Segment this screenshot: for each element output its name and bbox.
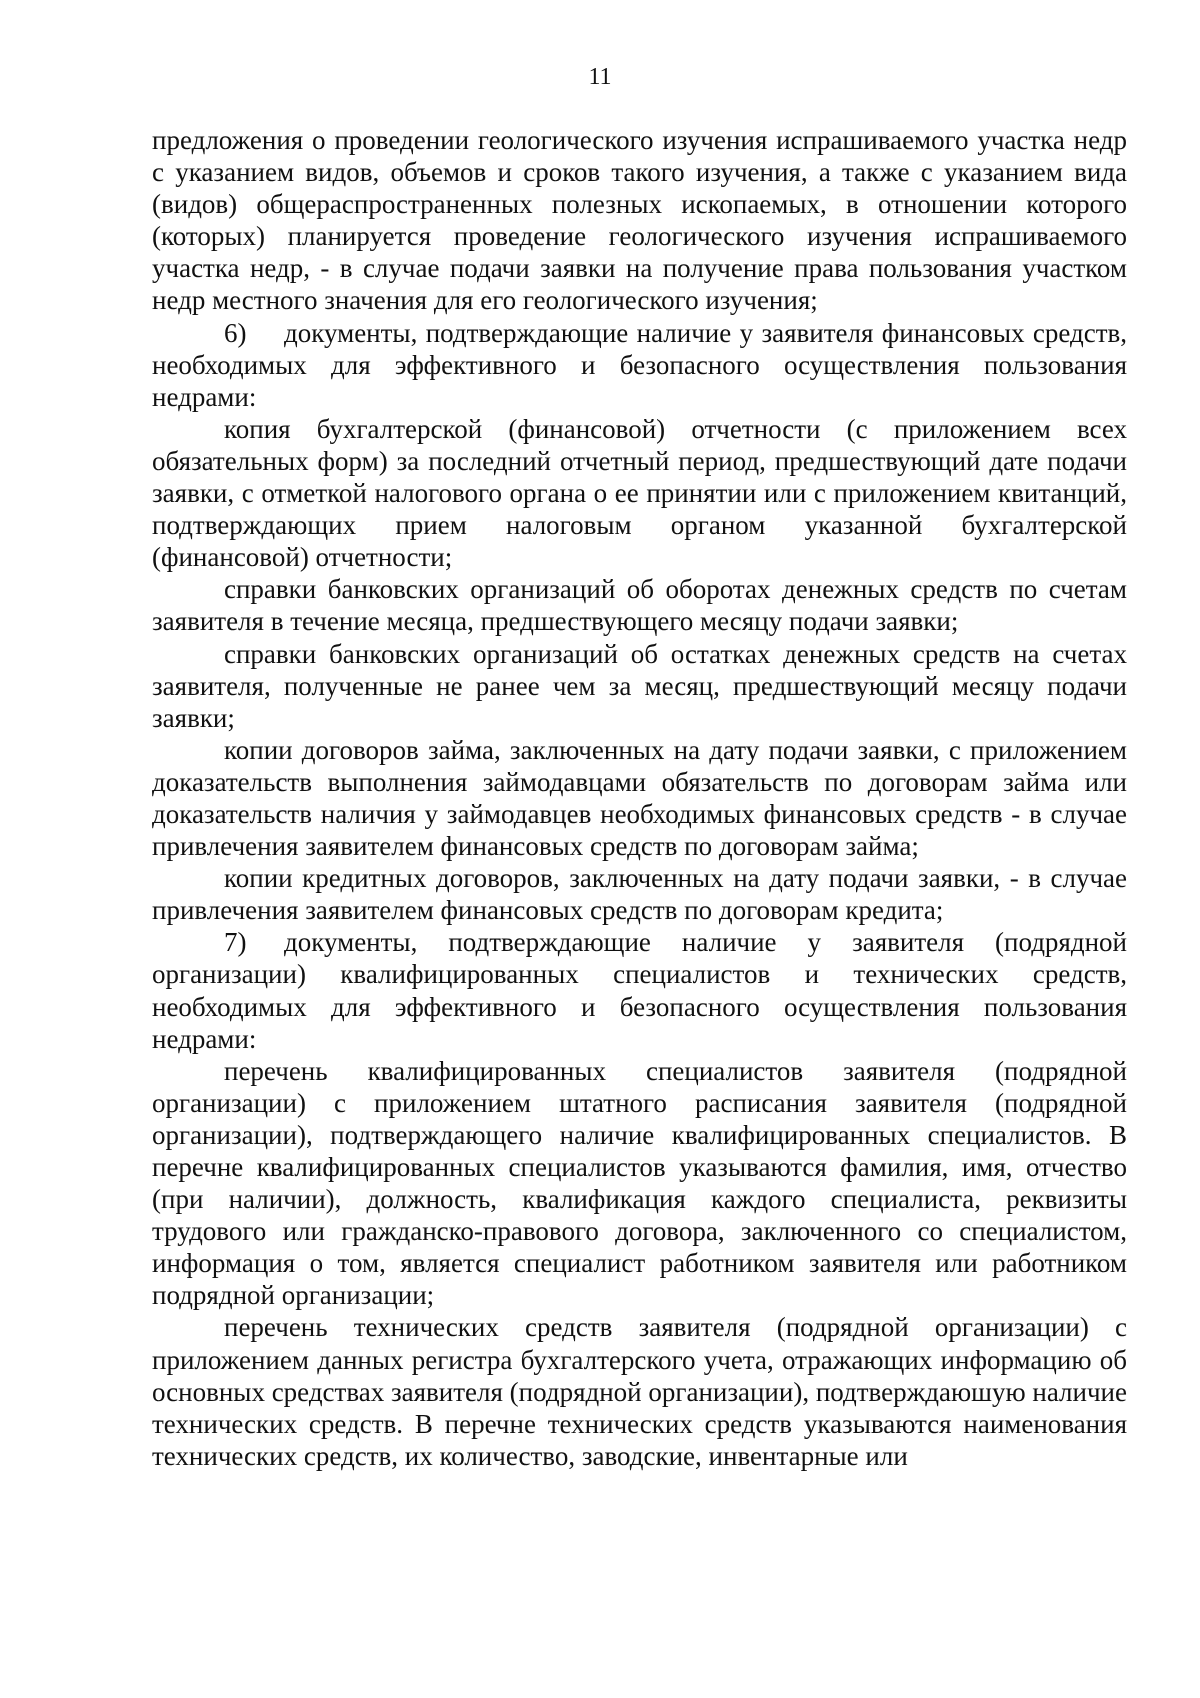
paragraph-bank-turnover-certificates: справки банковских организаций об оборотах денежных средств по счетам заявителя в течение месяца, предшествующего месяцу подачи заявки;	[152, 574, 1127, 637]
document-body	[152, 124, 1127, 1472]
paragraph-bank-balance-certificates: справки банковских организаций об остатках денежных средств на счетах заявителя, полученные не ранее чем за месяц, предшествующий месяцу подачи заявки;	[152, 638, 1127, 733]
paragraph-technical-means-list: перечень технических средств заявителя (подрядной организации) с приложением данных регистра бухгалтерского учета, отражающих информацию об основных средствах заявителя (подрядной организации), подтверждаюшую наличие технических средств. В перечне технических средств указываются наименования технических средств, их количество, заводские, инвентарные или	[152, 1312, 1127, 1471]
page-number: 11	[588, 64, 612, 90]
paragraph-text: документы, подтверждающие наличие у заявителя (подрядной организации) квалифицированных специалистов и технических средств, необходимых для эффективного и безопасного осуществления пользования недрами:	[152, 927, 1127, 1054]
paragraph-loan-agreements: копии договоров займа, заключенных на дату подачи заявки, с приложением доказательств выполнения займодавцами обязательств по договорам займа или доказательств наличия у займодавцев необходимых финансовых средств - в случае привлечения заявителем финансовых средств по договорам займа;	[152, 734, 1127, 862]
paragraph-accounting-report-copy: копия бухгалтерской (финансовой) отчетности (с приложением всех обязательных форм) за последний отчетный период, предшествующий дате подачи заявки, с отметкой налогового органа о ее принятии или с приложением квитанций, подтверждающих прием налоговым органом указанной бухгалтерской (финансовой) отчетности;	[152, 413, 1127, 573]
paragraph-geological-study-proposal: предложения о проведении геологического изучения испрашиваемого участка недр с указанием видов, объемов и сроков такого изучения, а также с указанием вида (видов) общераспространенных полезных ископаемых, в отношении которого (которых) планируется проведение геологического изучения испрашиваемого участка недр, - в случае подачи заявки на получение права пользования участком недр местного значения для его геологического изучения;	[152, 125, 1127, 316]
paragraph-item-6-financial-documents	[152, 317, 1127, 413]
paragraph-credit-agreements: копии кредитных договоров, заключенных на дату подачи заявки, - в случае привлечения заявителем финансовых средств по договорам кредита;	[152, 863, 1127, 926]
list-item-number: 6)	[224, 317, 247, 348]
paragraph-item-7-specialists-and-equipment	[152, 926, 1127, 1054]
paragraph-text: документы, подтверждающие наличие у заявителя финансовых средств, необходимых для эффективного и безопасного осуществления пользования недрами:	[152, 317, 1127, 412]
paragraph-specialists-list: перечень квалифицированных специалистов заявителя (подрядной организации) с приложением штатного расписания заявителя (подрядной организации), подтверждающего наличие квалифицированных специалистов. В перечне квалифицированных специалистов указываются фамилия, имя, отчество (при наличии), должность, квалификация каждого специалиста, реквизиты трудового или гражданско-правового договора, заключенного со специалистом, информация о том, является специалист работником заявителя или работником подрядной организации;	[152, 1055, 1127, 1311]
list-item-number: 7)	[224, 927, 247, 958]
